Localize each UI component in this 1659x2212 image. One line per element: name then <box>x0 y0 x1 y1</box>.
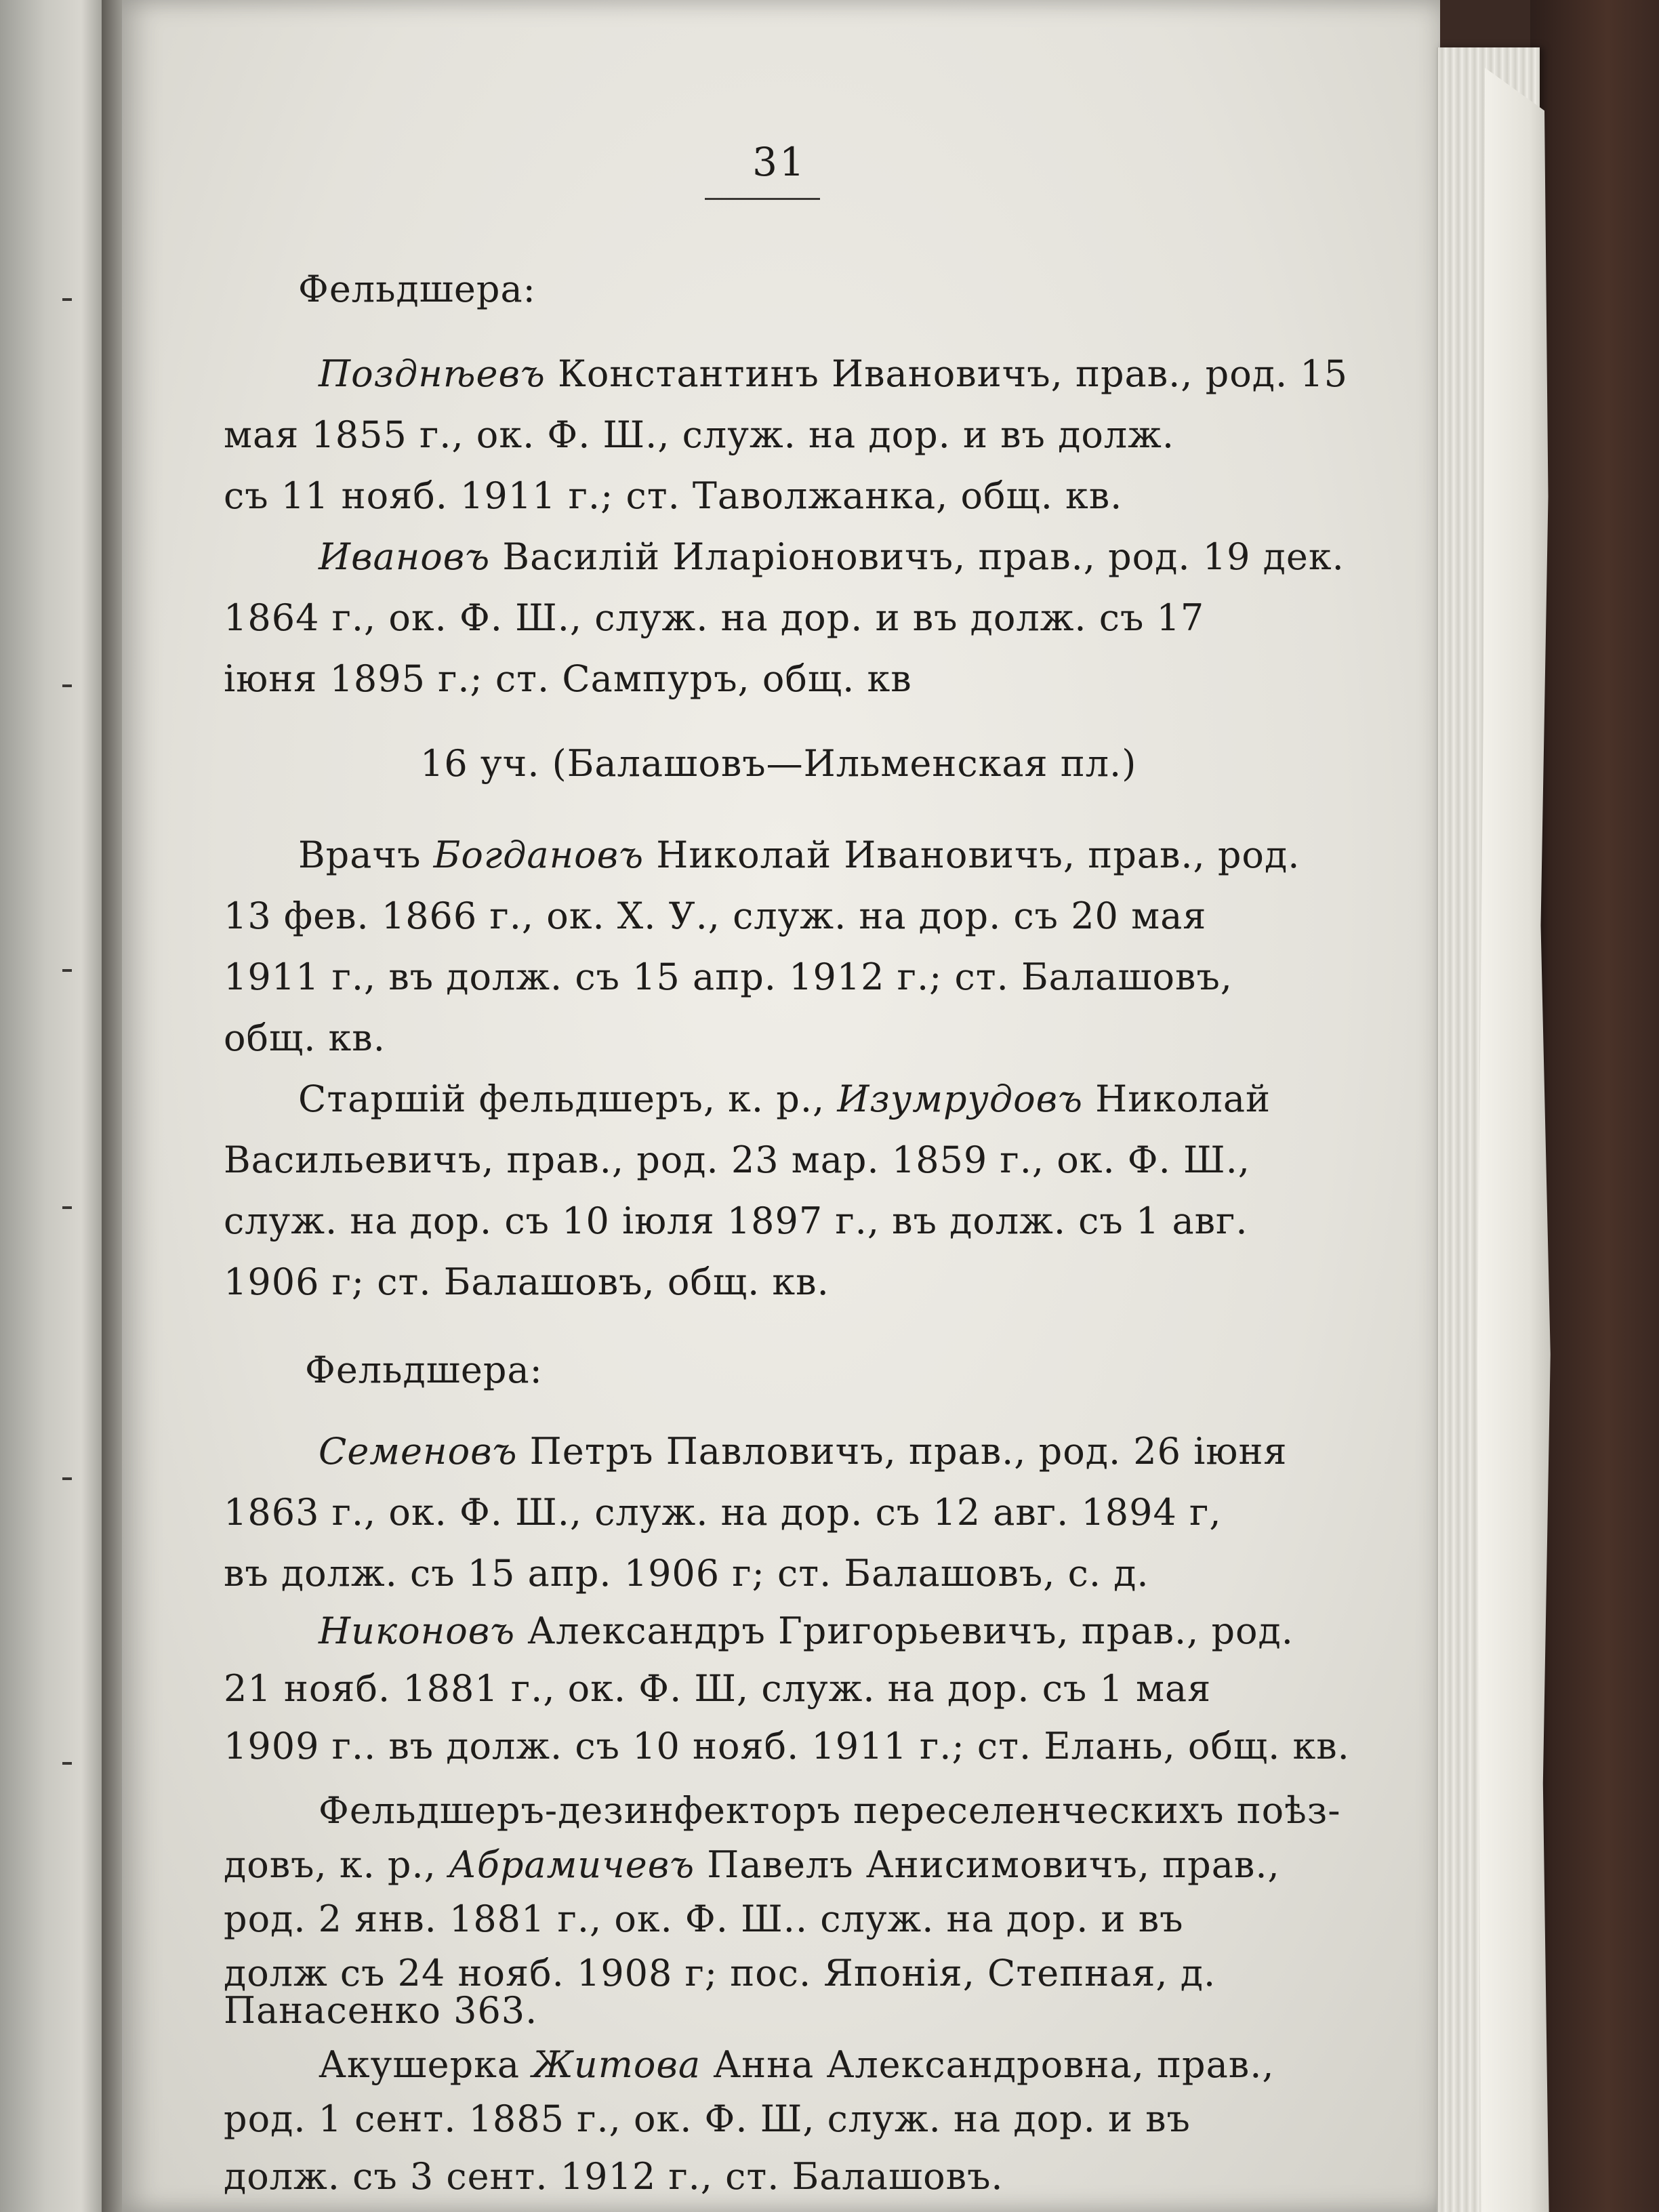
surname: Позднѣевъ <box>319 352 546 395</box>
entry-line: общ. кв. <box>224 1017 386 1059</box>
surname: Богдановъ <box>433 834 644 876</box>
entry-line: Никоновъ Александръ Григорьевичъ, прав., род. <box>319 1610 1294 1652</box>
entry-line: 1911 г., въ долж. съ 15 апр. 1912 г.; ст. Балашовъ, <box>224 956 1233 998</box>
entry-line: 1864 г., ок. Ф. Ш., служ. на дор. и въ долж. съ 17 <box>224 596 1205 639</box>
entry-line: 21 нояб. 1881 г., ок. Ф. Ш, служ. на дор. съ 1 мая <box>224 1667 1212 1710</box>
page-number: 31 <box>752 139 806 185</box>
entry-line: Семеновъ Петръ Павловичъ, прав., род. 26 іюня <box>319 1430 1288 1473</box>
entry-line: въ долж. съ 15 апр. 1906 г; ст. Балашовъ, с. д. <box>224 1552 1149 1595</box>
page-number-rule <box>705 198 820 200</box>
entry-line: род. 2 янв. 1881 г., ок. Ф. Ш.. служ. на дор. и въ <box>224 1898 1184 1940</box>
entry-line: Старшій фельдшеръ, к. р., Изумрудовъ Николай <box>298 1078 1271 1120</box>
entry-line: Фельдшеръ-дезинфекторъ переселенческихъ поѣз- <box>319 1789 1341 1832</box>
entry-line: 1909 г.. въ долж. съ 10 нояб. 1911 г.; ст. Елань, общ. кв. <box>224 1725 1350 1767</box>
entry-line: Врачъ Богдановъ Николай Ивановичъ, прав., род. <box>298 834 1300 876</box>
entry-line: долж съ 24 нояб. 1908 г; пос. Японія, Степная, д. <box>224 1952 1216 1994</box>
entry-line: 13 фев. 1866 г., ок. Х. У., служ. на дор. съ 20 мая <box>224 895 1207 937</box>
section-heading: Фельдшера: <box>298 268 536 310</box>
section-heading: Фельдшера: <box>305 1349 543 1391</box>
entry-line: род. 1 сент. 1885 г., ок. Ф. Ш, служ. на дор. и въ <box>224 2097 1191 2140</box>
entry-line: іюня 1895 г.; ст. Сампуръ, общ. кв <box>224 657 912 700</box>
surname: Никоновъ <box>319 1610 516 1652</box>
entry-line: долж. съ 3 сент. 1912 г., ст. Балашовъ. <box>224 2155 1004 2198</box>
surname: Семеновъ <box>319 1430 518 1473</box>
entry-line: Позднѣевъ Константинъ Ивановичъ, прав., род. 15 <box>319 352 1349 395</box>
entry-line: 1863 г., ок. Ф. Ш., служ. на дор. съ 12 авг. 1894 г, <box>224 1491 1222 1534</box>
surname: Житова <box>532 2043 701 2086</box>
entry-line: мая 1855 г., ок. Ф. Ш., служ. на дор. и въ долж. <box>224 413 1174 456</box>
repair-tape <box>1477 68 1552 2212</box>
entry-line: 1906 г; ст. Балашовъ, общ. кв. <box>224 1261 830 1303</box>
entry-line: Васильевичъ, прав., род. 23 мар. 1859 г., ок. Ф. Ш., <box>224 1139 1250 1181</box>
surname: Абрамичевъ <box>449 1843 695 1886</box>
entry-line: Ивановъ Василій Иларіоновичъ, прав., род. 19 дек. <box>319 535 1345 578</box>
left-page-edge <box>0 0 104 2212</box>
surname: Изумрудовъ <box>837 1078 1084 1120</box>
entry-line: довъ, к. р., Абрамичевъ Павелъ Анисимовичъ, прав., <box>224 1843 1280 1886</box>
surname: Ивановъ <box>319 535 491 578</box>
entry-line: съ 11 нояб. 1911 г.; ст. Таволжанка, общ. кв. <box>224 474 1123 517</box>
entry-line: служ. на дор. съ 10 іюля 1897 г., въ долж. съ 1 авг. <box>224 1200 1248 1242</box>
table-surface <box>1530 0 1659 2212</box>
entry-line: Акушерка Житова Анна Александровна, прав., <box>319 2043 1275 2086</box>
district-heading: 16 уч. (Балашовъ—Ильменская пл.) <box>420 742 1137 785</box>
entry-line: Панасенко 363. <box>224 1989 538 2032</box>
book-gutter <box>102 0 122 2212</box>
